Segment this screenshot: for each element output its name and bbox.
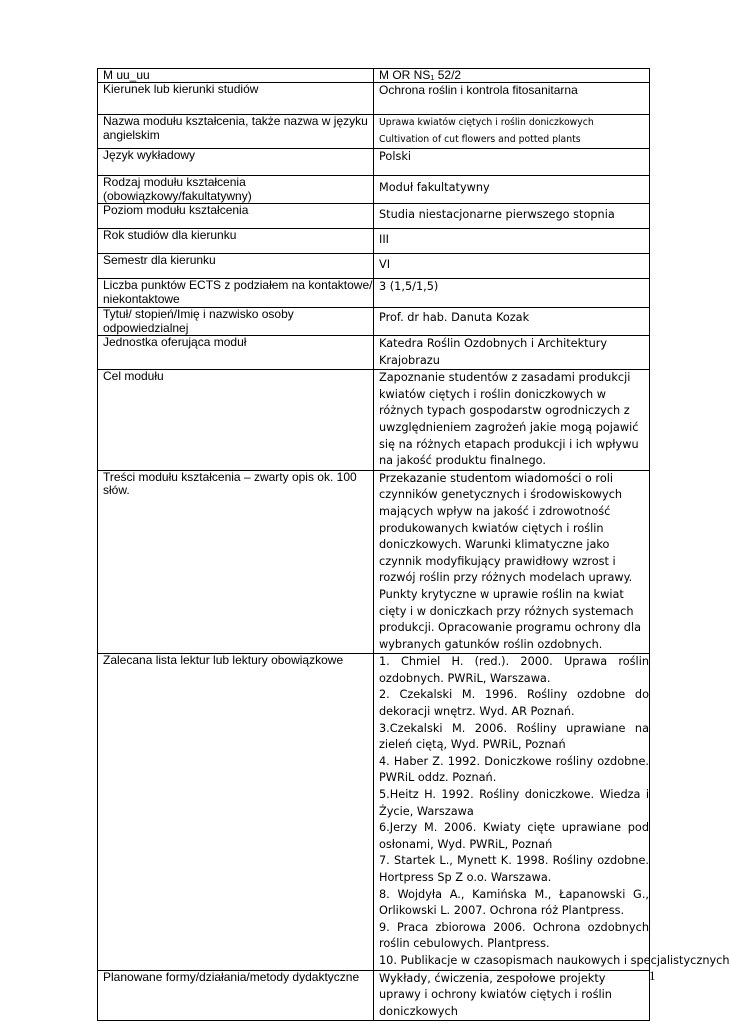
list-item: 1. Chmiel H. (red.). 2000. Uprawa roślin ozdobnych. PWRiL, Warszawa. (379, 655, 649, 685)
list-item: 2. Czekalski M. 1996. Rośliny ozdobne do dekoracji wnętrz. Wyd. AR Poznań. (379, 688, 649, 719)
field-label: Język wykładowy (98, 149, 374, 176)
field-value: Przekazanie studentom wiadomości o roli czynników genetycznych i środowiskowych mających wpływ na jakość i zdrowotność produkowanych kwiatów ciętych i roślin doniczkowych. Warunki klimatyczne jako czynnik modyfikujący prawidłowy wzrost i rozwój roślin przy różnych modelach uprawy. Punkty krytyczne w uprawie roślin na kwiat cięty i w doniczkach przy różnych systemach produkcji. Opracowanie programu ochrony dla wybranych gatunków roślin ozdobnych. (374, 470, 650, 654)
field-label: Nazwa modułu kształcenia, także nazwa w języku angielskim (98, 115, 374, 149)
field-label: Poziom modułu kształcenia (98, 204, 374, 229)
list-item: 10. Publikacje w czasopismach naukowych i specjalistycznych (379, 953, 730, 967)
field-value: Katedra Roślin Ozdobnych i Architektury Krajobrazu (374, 336, 650, 370)
list-item: 5.Heitz H. 1992. Rośliny doniczkowe. Wiedza i Życie, Warszawa (379, 788, 649, 818)
list-item: 4. Haber Z. 1992. Doniczkowe rośliny ozdobne. PWRiL oddz. Poznań. (379, 754, 649, 785)
list-item: 9. Praca zbiorowa 2006. Ochrona ozdobnych roślin cebulowych. Plantpress. (379, 920, 649, 951)
field-label: Liczba punktów ECTS z podziałem na kontaktowe/ niekontaktowe (98, 279, 374, 308)
field-label: Tytuł/ stopień/Imię i nazwisko osoby odpowiedzialnej (98, 308, 374, 336)
module-name-en: Cultivation of cut flowers and potted plants (379, 133, 581, 145)
module-code-label: M uu_uu (98, 69, 374, 83)
module-name-pl: Uprawa kwiatów ciętych i roślin doniczkowych (379, 117, 594, 128)
field-label: Jednostka oferująca moduł (98, 336, 374, 370)
field-label: Zalecana lista lektur lub lektury obowiązkowe (98, 654, 374, 970)
table-row (98, 204, 650, 229)
table-row (98, 149, 650, 176)
table-row (98, 115, 650, 149)
field-value: 3 (1,5/1,5) (374, 279, 650, 308)
field-value: Polski (374, 149, 650, 176)
field-value: Zapoznanie studentów z zasadami produkcji kwiatów ciętych i roślin doniczkowych w różnych typach gospodarstw ogrodniczych z uwzględnieniem zagrożeń jakie mogą pojawić się na różnych etapach produkcji i ich wpływu na jakość produktu finalnego. (374, 370, 650, 471)
literature-list (374, 654, 730, 970)
field-label: Rok studiów dla kierunku (98, 229, 374, 254)
list-item: 7. Startek L., Mynett K. 1998. Rośliny ozdobne. Hortpress Sp Z o.o. Warszawa. (379, 854, 649, 884)
table-row (98, 69, 650, 83)
page-number: 1 (649, 968, 656, 983)
table-row (98, 654, 650, 970)
table-row (98, 254, 650, 279)
field-value: Wykłady, ćwiczenia, zespołowe projekty uprawy i ochrony kwiatów ciętych i roślin doniczkowych (374, 970, 650, 1021)
table-row (98, 308, 650, 336)
table-row (98, 176, 650, 204)
table-row (98, 279, 650, 308)
field-value: Studia niestacjonarne pierwszego stopnia (374, 204, 650, 229)
list-item: 3.Czekalski M. 2006. Rośliny uprawiane na zieleń ciętą, Wyd. PWRiL, Poznań (379, 721, 649, 752)
list-item: 6.Jerzy M. 2006. Kwiaty cięte uprawiane pod osłonami, Wyd. PWRiL, Poznań (379, 821, 649, 851)
table-row (98, 229, 650, 254)
module-code-value: M OR NS₁ 52/2 (374, 69, 650, 83)
field-label: Treści modułu kształcenia – zwarty opis ok. 100 słów. (98, 470, 374, 654)
field-value: Prof. dr hab. Danuta Kozak (374, 308, 650, 336)
field-value (374, 115, 650, 149)
field-value: Moduł fakultatywny (374, 176, 650, 204)
field-value: III (374, 229, 650, 254)
list-item: 8. Wojdyła A., Kamińska M., Łapanowski G., Orlikowski L. 2007. Ochrona róż Plantpress. (379, 887, 649, 918)
table-row (98, 470, 650, 654)
field-label: Kierunek lub kierunki studiów (98, 83, 374, 115)
field-label: Semestr dla kierunku (98, 254, 374, 279)
table-row (98, 336, 650, 370)
field-label: Rodzaj modułu kształcenia (obowiązkowy/fakultatywny) (98, 176, 374, 204)
field-label: Planowane formy/działania/metody dydaktyczne (98, 970, 374, 1021)
field-label: Cel modułu (98, 370, 374, 471)
table-row (98, 970, 650, 1021)
module-table (97, 68, 730, 1021)
table-row (98, 370, 650, 471)
field-value: VI (374, 254, 650, 279)
field-value: Ochrona roślin i kontrola fitosanitarna (374, 83, 650, 115)
table-row (98, 83, 650, 115)
